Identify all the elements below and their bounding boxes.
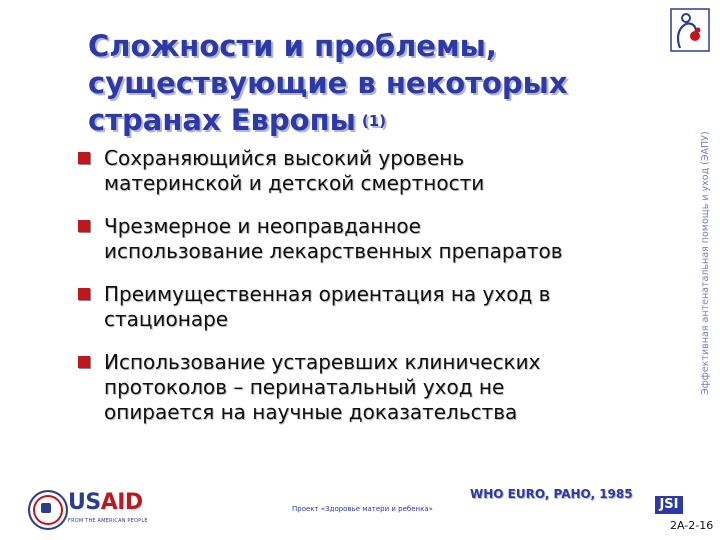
bullet-4-line-1: Использование устаревших клинических bbox=[104, 350, 541, 374]
jsi-logo: JSI bbox=[655, 496, 683, 514]
citation: WHO EURO, PAHO, 1985 bbox=[470, 487, 633, 501]
title-line-2: существующие в некоторых bbox=[88, 66, 568, 100]
bullet-list bbox=[78, 146, 668, 443]
bullet-4-line-3: опирается на научные доказательства bbox=[104, 400, 518, 424]
bullet-1-line-1: Сохраняющийся высокий уровень bbox=[104, 146, 465, 170]
bullet-square-icon bbox=[78, 220, 90, 232]
title-line-3 bbox=[88, 102, 648, 140]
bullet-2-line-2: использование лекарственных препаратов bbox=[104, 239, 563, 263]
usaid-seal-icon bbox=[28, 490, 68, 530]
bullet-item-2 bbox=[78, 214, 668, 264]
slide-number: 2A-2-16 bbox=[670, 519, 714, 532]
bullet-square-icon bbox=[78, 288, 90, 300]
usaid-word-aid: AID bbox=[100, 490, 143, 515]
bullet-item-3 bbox=[78, 282, 668, 332]
title-line-1: Сложности и проблемы, bbox=[88, 29, 497, 63]
usaid-tagline: FROM THE AMERICAN PEOPLE bbox=[68, 518, 148, 524]
bullet-4-line-2: протоколов – перинатальный уход не bbox=[104, 375, 505, 399]
bullet-3-line-2: стационаре bbox=[104, 307, 229, 331]
bullet-2-line-1: Чрезмерное и неоправданное bbox=[104, 214, 421, 238]
bullet-square-icon bbox=[78, 152, 90, 164]
bullet-3-line-1: Преимущественная ориентация на уход в bbox=[104, 282, 551, 306]
usaid-logo bbox=[28, 490, 148, 530]
project-name: Проект «Здоровье матери и ребенка» bbox=[292, 505, 433, 513]
vertical-course-title: Эффективная антенатальная помощь и уход (ЭАПУ) bbox=[700, 131, 711, 395]
usaid-word-us: US bbox=[68, 490, 101, 515]
slide-title bbox=[88, 28, 648, 140]
title-suffix: (1) bbox=[361, 112, 386, 130]
bullet-item-4 bbox=[78, 350, 668, 425]
bullet-1-line-2: материнской и детской смертности bbox=[104, 171, 485, 195]
bullet-square-icon bbox=[78, 356, 90, 368]
title-line-3-text: странах Европы bbox=[88, 103, 356, 137]
usaid-wordmark bbox=[68, 490, 143, 516]
bullet-item-1 bbox=[78, 146, 668, 196]
mother-child-icon bbox=[670, 8, 710, 52]
